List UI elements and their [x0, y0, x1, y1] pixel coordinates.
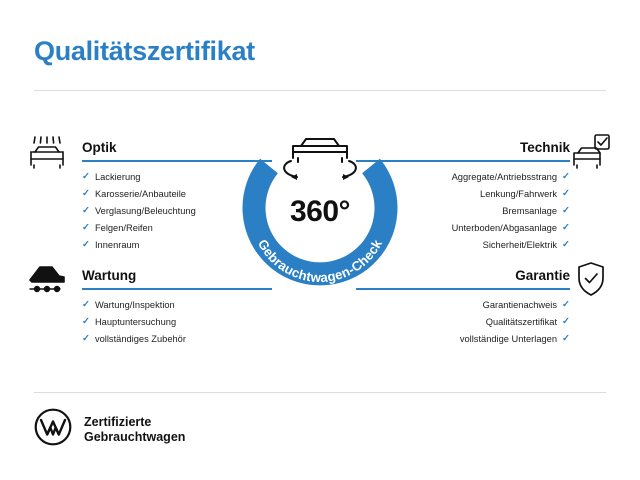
block-garantie-title: Garantie	[515, 268, 570, 283]
list-item-label: Karosserie/Anbauteile	[94, 189, 186, 199]
check-icon: ✓	[82, 333, 90, 345]
check-icon: ✓	[82, 299, 90, 311]
footer-text	[84, 415, 185, 445]
check-icon: ✓	[82, 205, 90, 217]
list-item-label: vollständige Unterlagen	[459, 334, 558, 344]
list-item-label: Felgen/Reifen	[94, 223, 153, 233]
header-divider	[34, 90, 606, 91]
list-item-label: Verglasung/Beleuchtung	[94, 206, 196, 216]
footer-divider	[34, 392, 606, 393]
check-icon: ✓	[562, 222, 570, 234]
block-garantie-items	[356, 297, 570, 347]
footer	[34, 408, 185, 451]
list-item-label: Lackierung	[94, 172, 141, 182]
page-title: Qualitätszertifikat	[34, 36, 255, 66]
block-wartung-items	[82, 297, 272, 347]
list-item-label: Qualitätszertifikat	[485, 317, 558, 327]
badge-arc-label: Gebrauchtwagen-Check	[254, 236, 386, 286]
vw-logo-icon	[34, 408, 72, 451]
block-wartung-title: Wartung	[82, 268, 137, 283]
list-item-label: Wartung/Inspektion	[94, 300, 175, 310]
check-icon: ✓	[82, 188, 90, 200]
car-wash-icon	[26, 132, 68, 174]
check-icon: ✓	[82, 222, 90, 234]
list-item-label: Aggregate/Antriebsstrang	[451, 172, 558, 182]
check-icon: ✓	[82, 171, 90, 183]
list-item-label: Bremsanlage	[502, 206, 558, 216]
list-item-label: Lenkung/Fahrwerk	[480, 189, 558, 199]
check-icon: ✓	[82, 239, 90, 251]
check-icon: ✓	[562, 239, 570, 251]
check-icon: ✓	[562, 188, 570, 200]
shield-check-icon	[570, 258, 612, 300]
check-icon: ✓	[82, 316, 90, 328]
check-icon: ✓	[562, 333, 570, 345]
list-item-label: vollständiges Zubehör	[94, 334, 186, 344]
badge-360-check	[229, 122, 411, 304]
check-icon: ✓	[562, 299, 570, 311]
list-item-label: Hauptuntersuchung	[94, 317, 177, 327]
block-optik-title: Optik	[82, 140, 117, 155]
list-item	[356, 314, 570, 330]
list-item-label: Innenraum	[94, 240, 140, 250]
footer-line-2: Gebrauchtwagen	[84, 429, 186, 444]
car-lift-icon	[26, 258, 68, 300]
check-icon: ✓	[562, 171, 570, 183]
check-icon: ✓	[562, 205, 570, 217]
car-check-icon	[570, 132, 612, 174]
list-item	[82, 314, 272, 330]
list-item	[82, 331, 272, 347]
list-item	[356, 331, 570, 347]
block-technik-title: Technik	[519, 140, 570, 155]
check-icon: ✓	[562, 316, 570, 328]
list-item-label: Sicherheit/Elektrik	[482, 240, 558, 250]
badge-degrees: 360°	[289, 195, 351, 228]
list-item-label: Garantienachweis	[482, 300, 558, 310]
list-item-label: Unterboden/Abgasanlage	[451, 223, 558, 233]
footer-line-1: Zertifizierte	[84, 414, 152, 429]
